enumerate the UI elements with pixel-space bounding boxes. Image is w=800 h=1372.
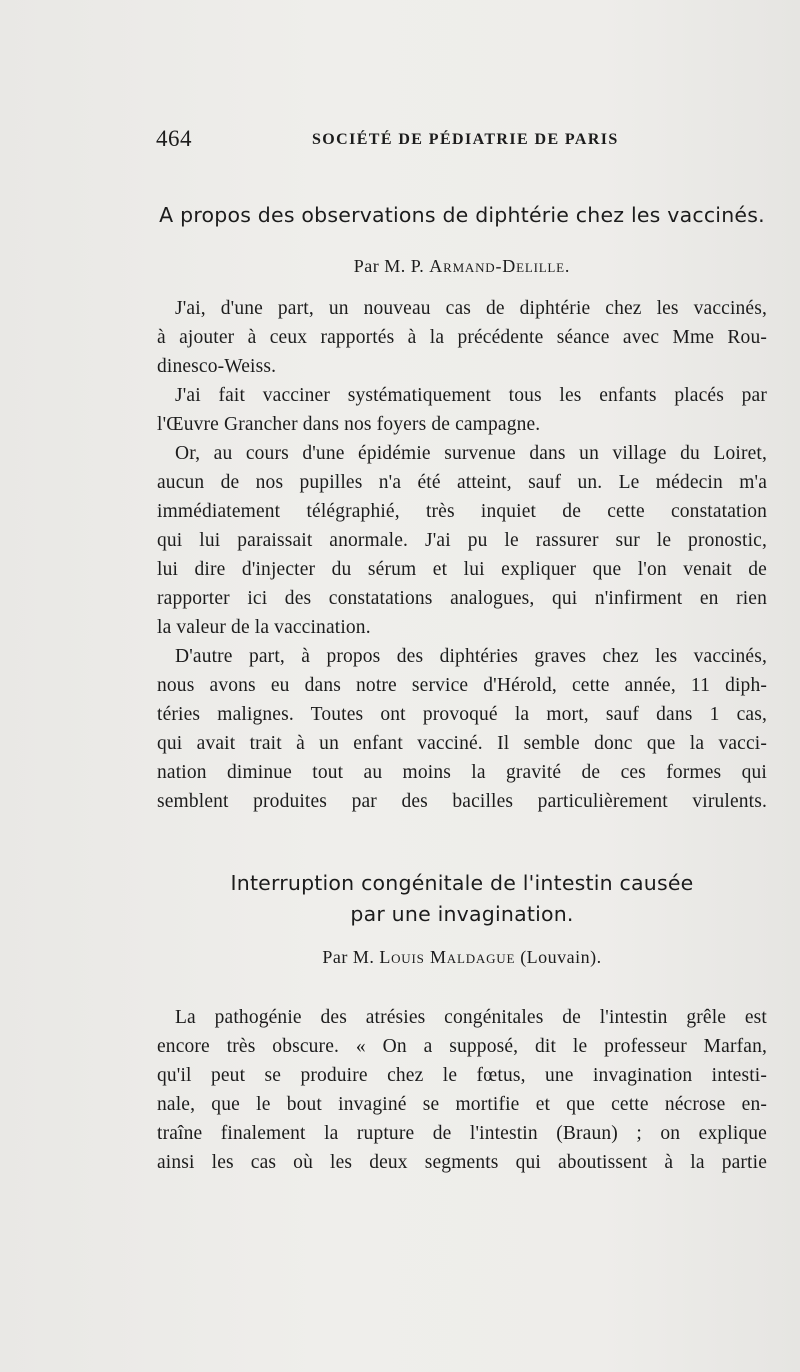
paragraph-line: semblent produites par des bacilles particulièrement virulents. <box>157 791 767 812</box>
paragraph-line: traîne finalement la rupture de l'intestin (Braun) ; on explique <box>157 1123 767 1144</box>
paragraph-line: D'autre part, à propos des diphtéries graves chez les vaccinés, <box>175 646 767 667</box>
byline-author: Louis Maldague <box>379 947 516 967</box>
paragraph-line: à ajouter à ceux rapportés à la précédente séance avec Mme Rou- <box>157 327 767 348</box>
article-title: Interruption congénitale de l'intestin causée <box>230 871 694 895</box>
paragraph-line: rapporter ici des constatations analogues, qui n'infirment en rien <box>157 588 767 609</box>
byline-affiliation: (Louvain). <box>515 947 602 967</box>
paragraph-line: qu'il peut se produire chez le fœtus, une invagination intesti- <box>157 1065 767 1086</box>
article-byline <box>156 947 768 968</box>
paragraph-line: la valeur de la vaccination. <box>157 617 371 638</box>
paragraph-line: lui dire d'injecter du sérum et lui expliquer que l'on venait de <box>157 559 767 580</box>
paragraph-line: La pathogénie des atrésies congénitales de l'intestin grêle est <box>175 1007 767 1028</box>
paragraph-line: l'Œuvre Grancher dans nos foyers de campagne. <box>157 414 541 435</box>
paragraph-line: encore très obscure. « On a supposé, dit le professeur Marfan, <box>157 1036 767 1057</box>
paragraph-line: nale, que le bout invaginé se mortifie et que cette nécrose en- <box>157 1094 767 1115</box>
paragraph-line: dinesco-Weiss. <box>157 356 277 377</box>
paragraph-line: J'ai fait vacciner systématiquement tous les enfants placés par <box>175 385 767 406</box>
article-byline <box>156 256 768 277</box>
byline-prefix: Par M. <box>322 947 380 967</box>
paragraph-line: qui avait trait à un enfant vacciné. Il semble donc que la vacci- <box>157 733 767 754</box>
byline-prefix: Par M. P. <box>353 256 430 276</box>
paragraph-line: nous avons eu dans notre service d'Hérold, cette année, 11 diph- <box>157 675 767 696</box>
article-title: A propos des observations de diphtérie chez les vaccinés. <box>159 203 765 227</box>
page-number: 464 <box>156 126 192 151</box>
paragraph-line: ainsi les cas où les deux segments qui aboutissent à la partie <box>157 1152 767 1173</box>
running-head <box>156 126 768 156</box>
paragraph-line: Or, au cours d'une épidémie survenue dans un village du Loiret, <box>175 443 767 464</box>
journal-title: SOCIÉTÉ DE PÉDIATRIE DE PARIS <box>312 131 619 148</box>
paragraph-line: J'ai, d'une part, un nouveau cas de diphtérie chez les vaccinés, <box>175 298 767 319</box>
paragraph-line: nation diminue tout au moins la gravité de ces formes qui <box>157 762 767 783</box>
paragraph-line: aucun de nos pupilles n'a été atteint, sauf un. Le médecin m'a <box>157 472 767 493</box>
paragraph-line: téries malignes. Toutes ont provoqué la mort, sauf dans 1 cas, <box>157 704 767 725</box>
paragraph-line: immédiatement télégraphié, très inquiet de cette constatation <box>157 501 767 522</box>
byline-author: Armand-Delille. <box>429 256 571 276</box>
paragraph-line: qui lui paraissait anormale. J'ai pu le rassurer sur le pronostic, <box>157 530 767 551</box>
article-title: par une invagination. <box>350 902 574 926</box>
